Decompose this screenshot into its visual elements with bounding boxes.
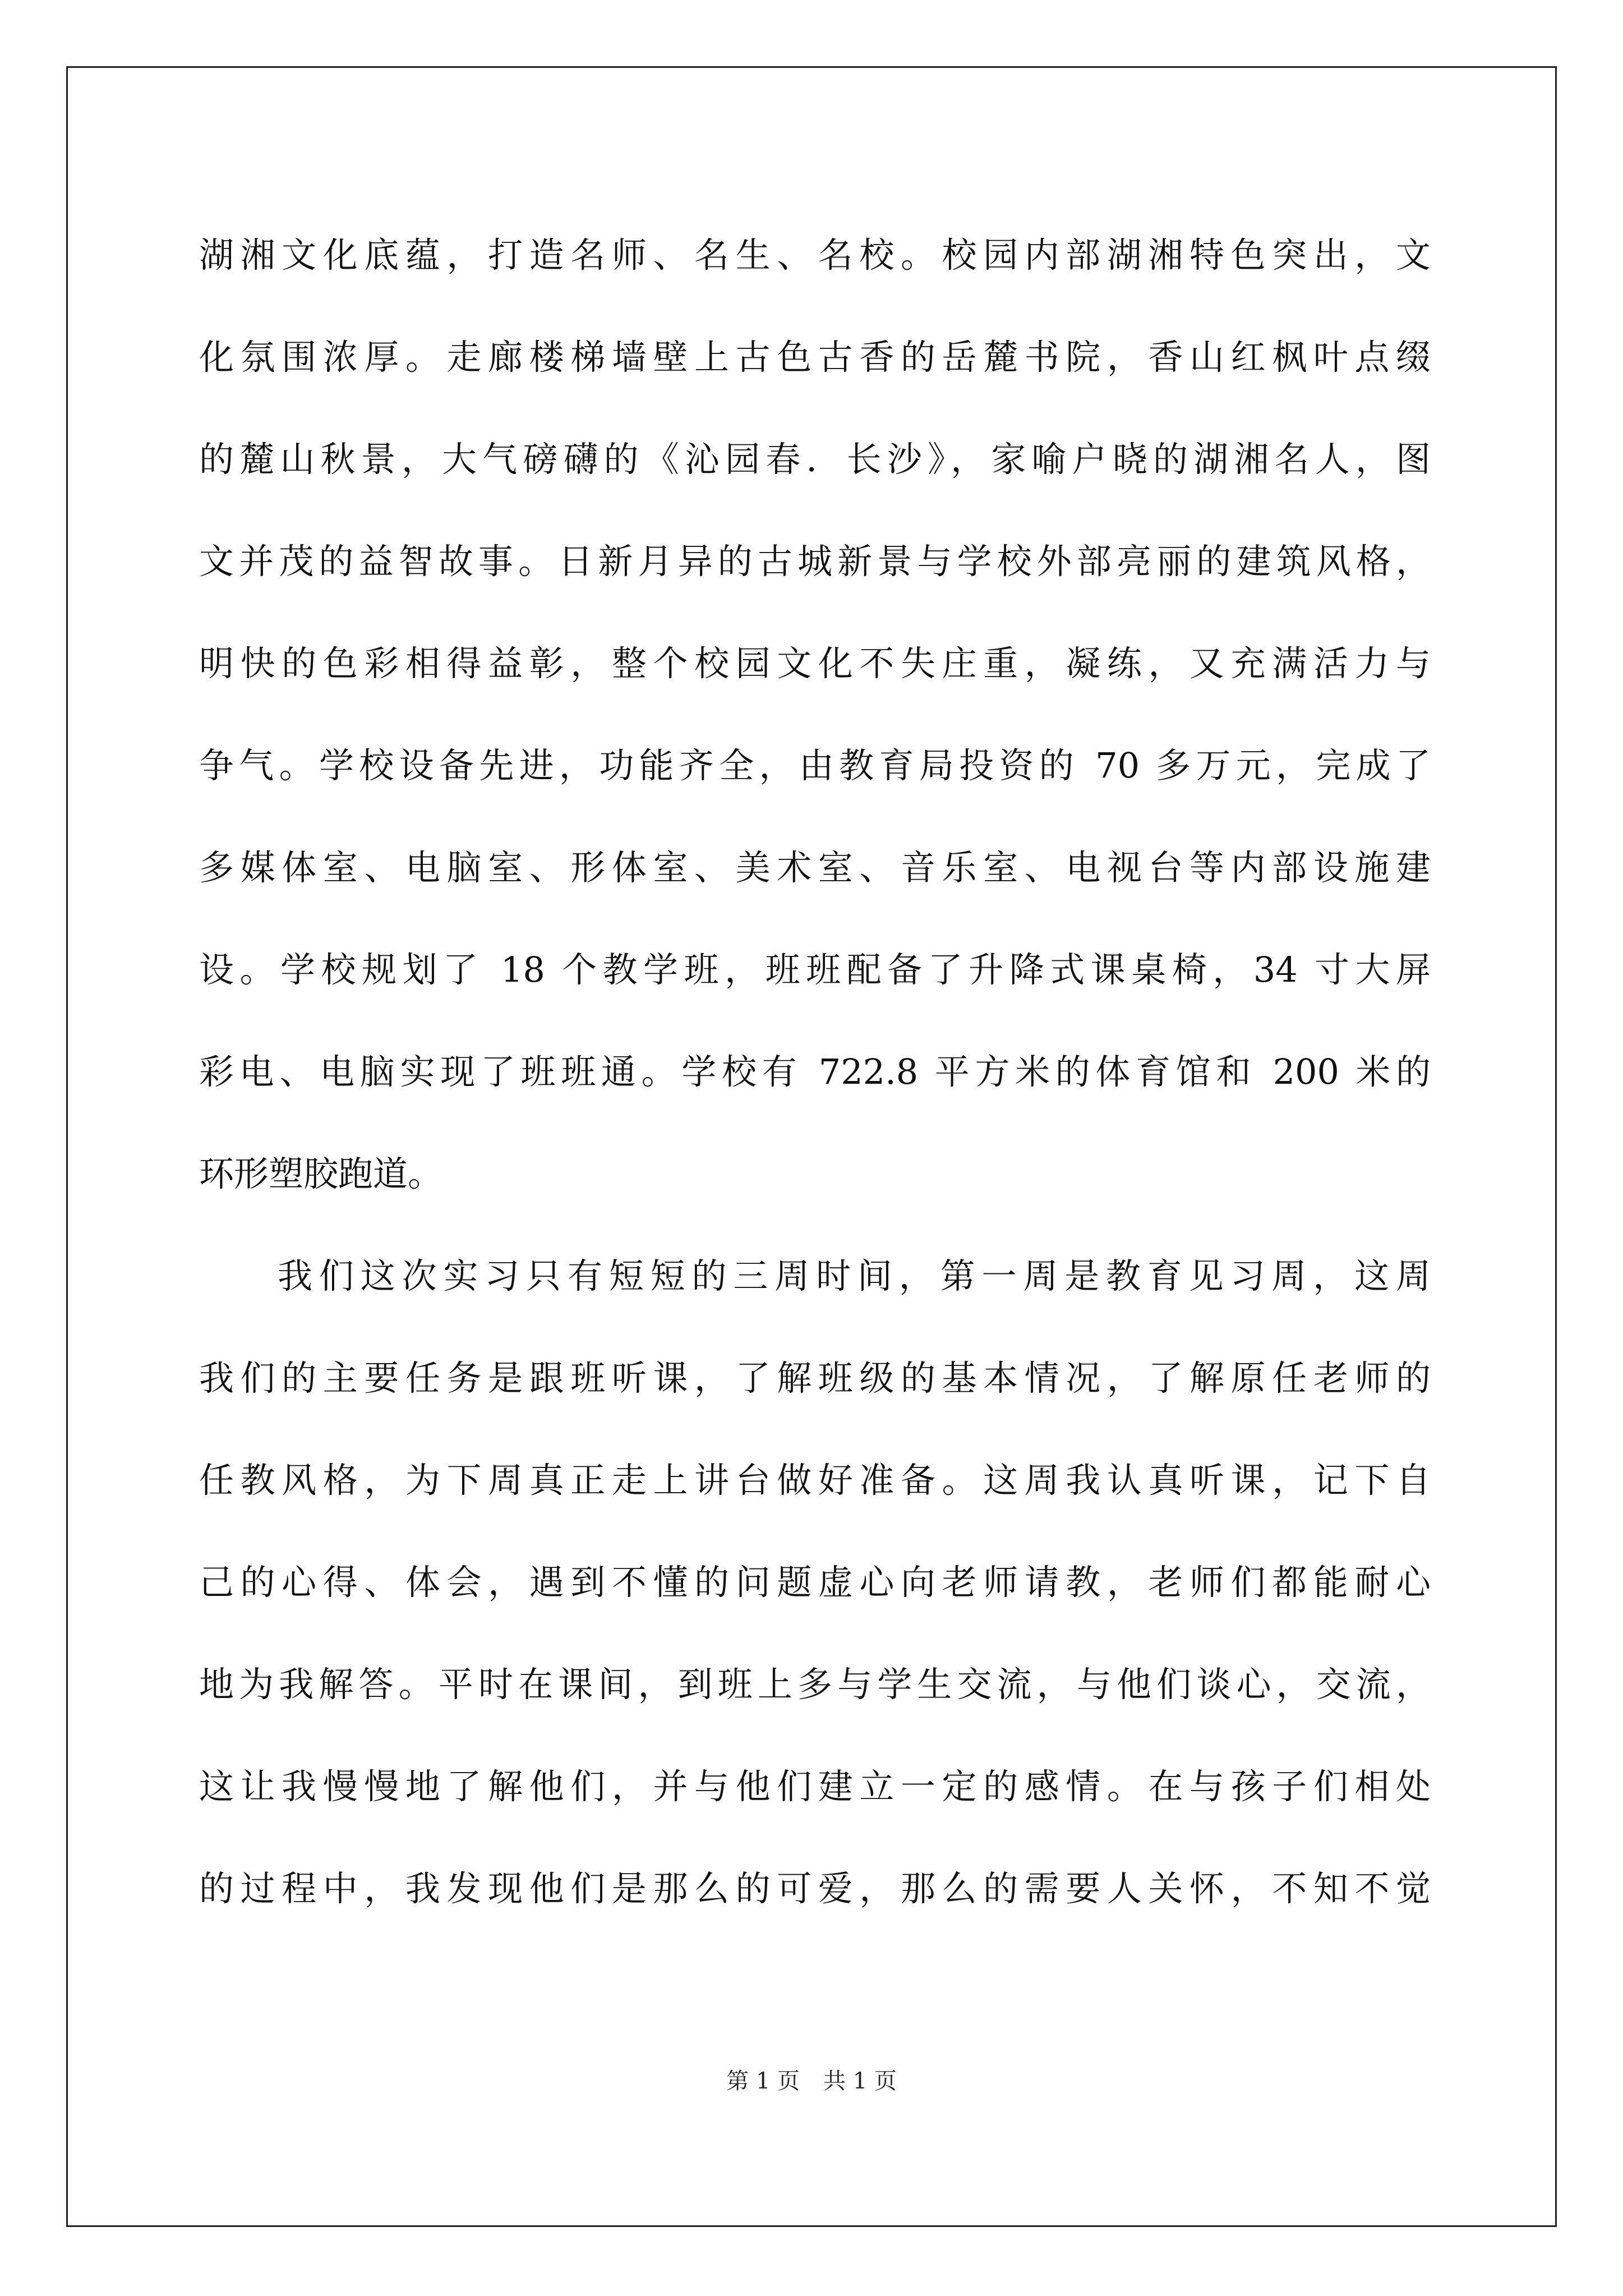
paragraph-2-line-2: 我们的主要任务是跟班听课，了解班级的基本情况，了解原任老师的 — [199, 1358, 1431, 1398]
page-number: 第 1 页 — [726, 2068, 800, 2094]
paragraph-2-line-3: 任教风格，为下周真正走上讲台做好准备。这周我认真听课，记下自 — [199, 1460, 1431, 1501]
paragraph-1-line-8: 设。学校规划了 18 个教学班，班班配备了升降式课桌椅，34 寸大屏 — [199, 949, 1431, 990]
paragraph-1-line-5: 明快的色彩相得益彰，整个校园文化不失庄重，凝练，又充满活力与 — [199, 643, 1431, 684]
paragraph-1-line-2: 化氛围浓厚。走廊楼梯墙壁上古色古香的岳麓书院，香山红枫叶点缀 — [199, 337, 1431, 378]
paragraph-2-line-1: 我们这次实习只有短短的三周时间，第一周是教育见习周，这周 — [278, 1255, 1431, 1296]
paragraph-1-line-1: 湖湘文化底蕴，打造名师、名生、名校。校园内部湖湘特色突出，文 — [199, 234, 1431, 275]
page-body — [199, 204, 1431, 1940]
page-footer — [0, 2063, 1623, 2095]
paragraph-1-line-10: 环形塑胶跑道。 — [199, 1153, 443, 1194]
paragraph-1-line-7: 多媒体室、电脑室、形体室、美术室、音乐室、电视台等内部设施建 — [199, 847, 1431, 888]
paragraph-1-line-6: 争气。学校设备先进，功能齐全，由教育局投资的 70 多万元，完成了 — [199, 745, 1431, 786]
paragraph-2-line-6: 这让我慢慢地了解他们，并与他们建立一定的感情。在与孩子们相处 — [199, 1766, 1431, 1807]
paragraph-1-line-4: 文并茂的益智故事。日新月异的古城新景与学校外部亮丽的建筑风格， — [199, 541, 1431, 582]
paragraph-2-line-5: 地为我解答。平时在课间，到班上多与学生交流，与他们谈心，交流， — [199, 1664, 1431, 1705]
page-total: 共 1 页 — [823, 2068, 897, 2094]
paragraph-1-line-9: 彩电、电脑实现了班班通。学校有 722.8 平方米的体育馆和 200 米的 — [199, 1051, 1431, 1092]
paragraph-2-line-4: 己的心得、体会，遇到不懂的问题虚心向老师请教，老师们都能耐心 — [199, 1562, 1431, 1603]
paragraph-2-line-7: 的过程中，我发现他们是那么的可爱，那么的需要人关怀，不知不觉 — [199, 1868, 1431, 1909]
paragraph-1-line-3: 的麓山秋景，大气磅礴的《沁园春．长沙》，家喻户晓的湖湘名人，图 — [199, 439, 1431, 480]
